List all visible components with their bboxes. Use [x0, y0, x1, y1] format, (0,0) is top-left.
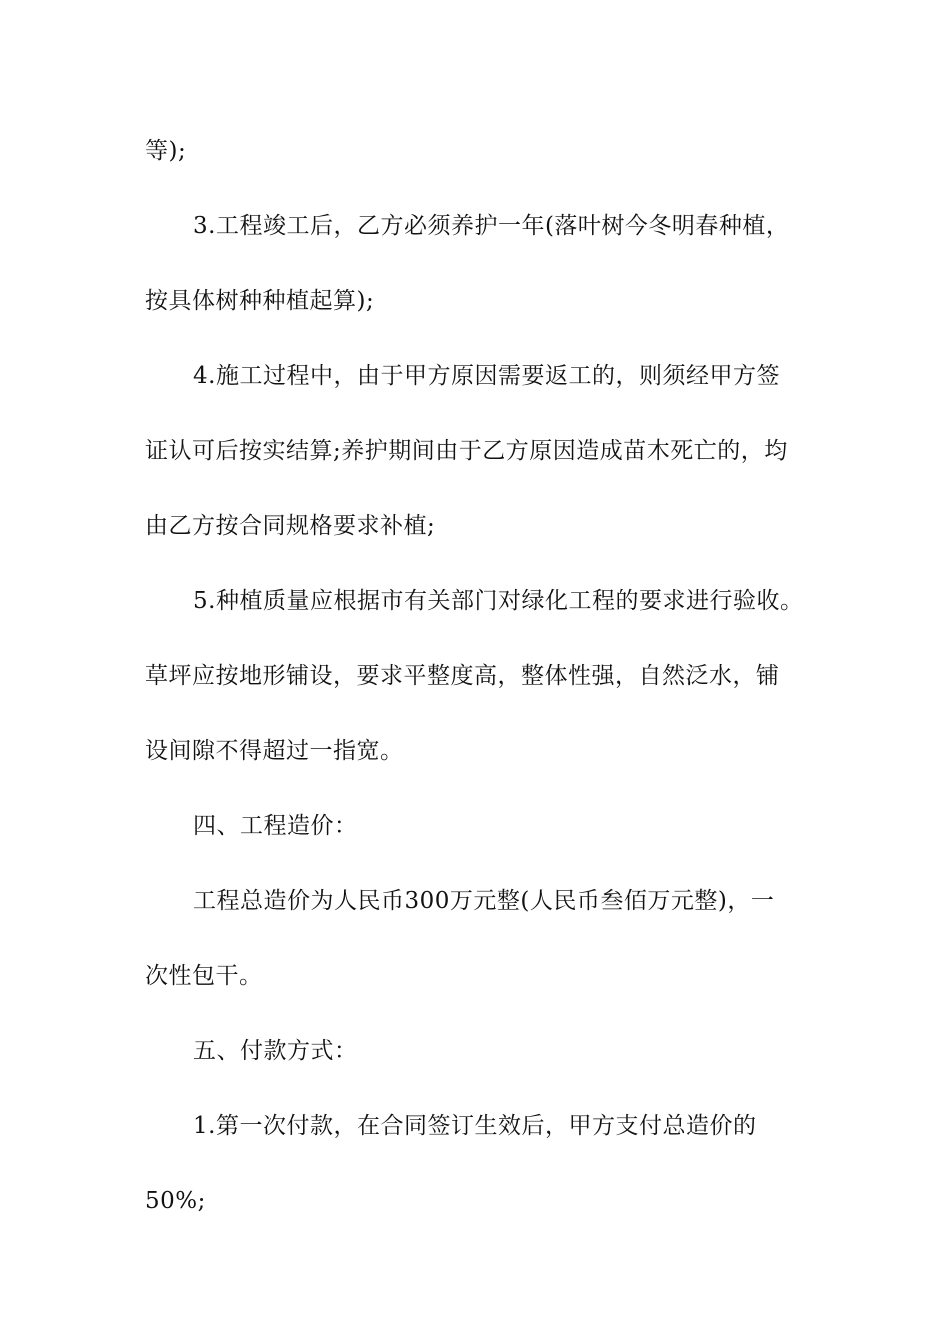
text-line: 工程总造价为人民币300万元整(人民币叁佰万元整)，一: [193, 888, 775, 914]
text-line: 按具体树种种植起算);: [145, 288, 375, 314]
text-line: 50%;: [145, 1188, 206, 1214]
text-line: 草坪应按地形铺设，要求平整度高，整体性强，自然泛水，铺: [145, 663, 780, 689]
section-heading: 五、付款方式：: [193, 1038, 358, 1064]
text-line: 证认可后按实结算;养护期间由于乙方原因造成苗木死亡的，均: [145, 438, 788, 464]
text-line: 等);: [145, 138, 187, 164]
text-line: 1.第一次付款，在合同签订生效后，甲方支付总造价的: [193, 1113, 757, 1139]
text-line: 由乙方按合同规格要求补植;: [145, 513, 436, 539]
text-line: 5.种植质量应根据市有关部门对绿化工程的要求进行验收。: [193, 588, 804, 614]
text-line: 设间隙不得超过一指宽。: [145, 738, 404, 764]
section-heading: 四、工程造价：: [193, 813, 358, 839]
text-line: 4.施工过程中，由于甲方原因需要返工的，则须经甲方签: [193, 363, 780, 389]
text-line: 3.工程竣工后，乙方必须养护一年(落叶树今冬明春种植，: [193, 213, 790, 239]
text-line: 次性包干。: [145, 963, 263, 989]
